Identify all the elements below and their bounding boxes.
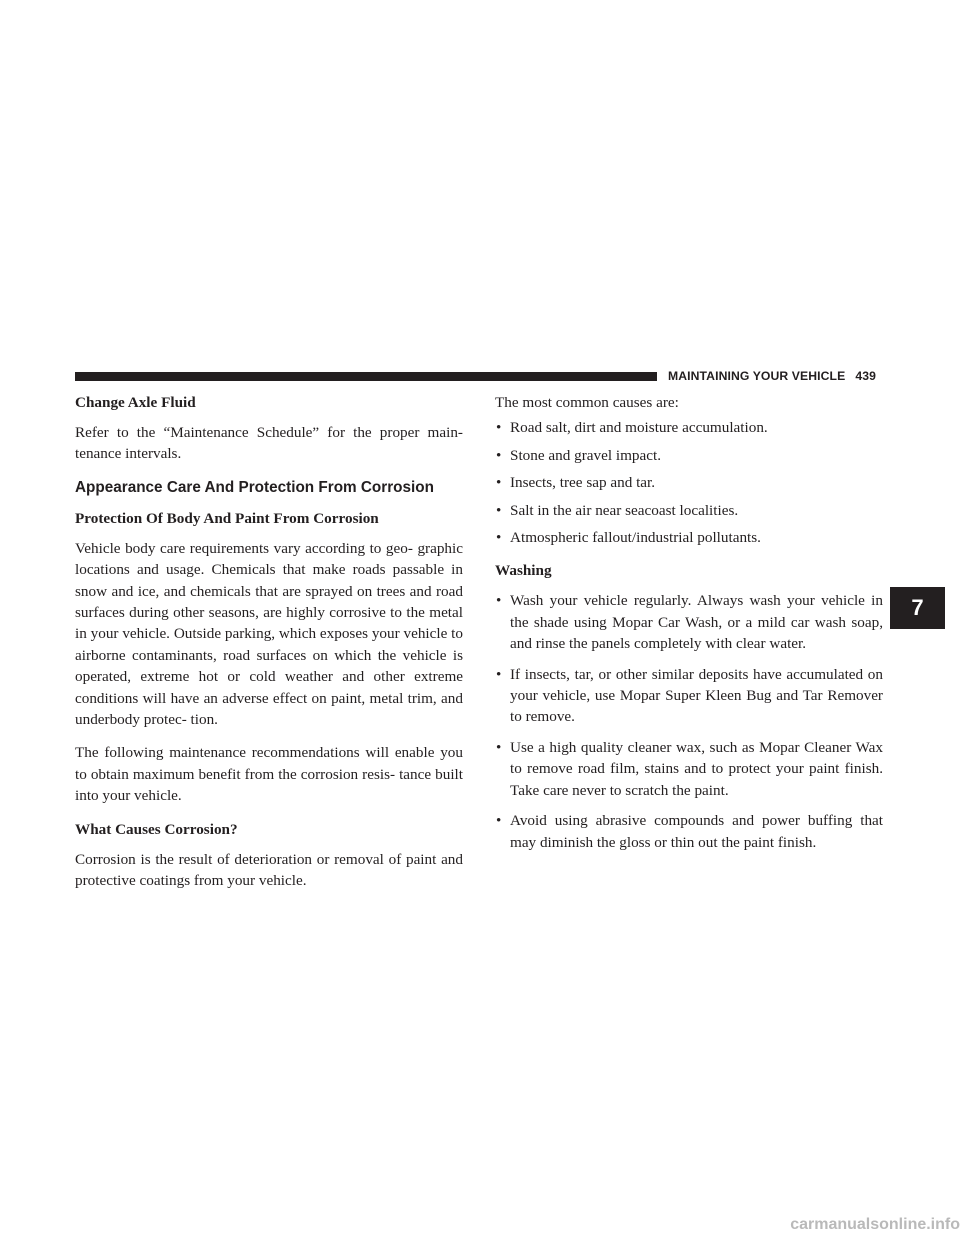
- change-axle-heading: Change Axle Fluid: [75, 394, 196, 411]
- bullet-icon: •: [496, 665, 502, 683]
- right-column: [495, 392, 883, 853]
- list-item: • Stone and gravel impact.: [495, 445, 883, 466]
- bullet-icon: •: [496, 592, 502, 610]
- protection-body-2: The following maintenance recommendations will enable you to obtain maximum benefit from the corrosion resis- tance built into your vehicle.: [75, 744, 463, 805]
- watermark: carmanualsonline.info: [790, 1216, 960, 1233]
- chapter-tab: 7: [890, 587, 945, 629]
- bullet-icon: •: [496, 501, 502, 519]
- causes-intro: The most common causes are:: [495, 394, 679, 411]
- bullet-icon: •: [496, 474, 502, 492]
- list-item: • Use a high quality cleaner wax, such as Mopar Cleaner Wax to remove road film, stains and to protect your paint finish. Take care never to scratch the paint.: [496, 738, 883, 799]
- list-item: • Avoid using abrasive compounds and power buffing that may diminish the gloss or thin out the paint finish.: [496, 812, 883, 851]
- running-head: [668, 367, 888, 385]
- page-number: 439: [855, 369, 876, 383]
- bullet-icon: •: [496, 419, 502, 437]
- protection-heading: Protection Of Body And Paint From Corrosion: [75, 509, 379, 527]
- bullet-icon: •: [496, 812, 502, 830]
- change-axle-body: Refer to the “Maintenance Schedule” for the proper main- tenance intervals.: [75, 424, 463, 463]
- washing-list: [495, 590, 883, 852]
- section-title: MAINTAINING YOUR VEHICLE: [668, 369, 846, 383]
- bullet-icon: •: [496, 446, 502, 464]
- causes-heading: What Causes Corrosion?: [75, 820, 238, 838]
- bullet-icon: •: [496, 738, 502, 756]
- bullet-icon: •: [496, 529, 502, 547]
- left-column: [75, 392, 463, 892]
- list-item: • Atmospheric fallout/industrial pollutants.: [495, 527, 883, 548]
- list-item: • Wash your vehicle regularly. Always wash your vehicle in the shade using Mopar Car Wash, or a mild car wash soap, and rinse the panels completely with clear water.: [496, 592, 883, 653]
- list-item: • If insects, tar, or other similar deposits have accumulated on your vehicle, use Mopar Super Kleen Bug and Tar Remover to remove.: [496, 665, 883, 726]
- washing-heading: Washing: [495, 562, 552, 580]
- causes-body: Corrosion is the result of deterioration or removal of paint and protective coatings from your vehicle.: [75, 850, 463, 890]
- header-rule: [75, 372, 657, 381]
- appearance-heading: Appearance Care And Protection From Corrosion: [75, 478, 434, 496]
- list-item: • Insects, tree sap and tar.: [495, 472, 883, 493]
- causes-list: [495, 417, 883, 548]
- protection-body-1: Vehicle body care requirements vary according to geo- graphic locations and usage. Chemicals that make roads passable in snow and ice, and chemicals that are sprayed on trees and road surfaces during other seasons, are highly corrosive to the metal in your vehicle. Outside parking, which exposes your vehicle to airborne contaminants, road surfaces on which the vehicle is operated, extreme hot or cold weather and other extreme conditions will have an adverse effect on paint, metal trim, and underbody protec- tion.: [75, 539, 463, 729]
- list-item: • Salt in the air near seacoast localities.: [495, 500, 883, 521]
- list-item: • Road salt, dirt and moisture accumulation.: [495, 417, 883, 438]
